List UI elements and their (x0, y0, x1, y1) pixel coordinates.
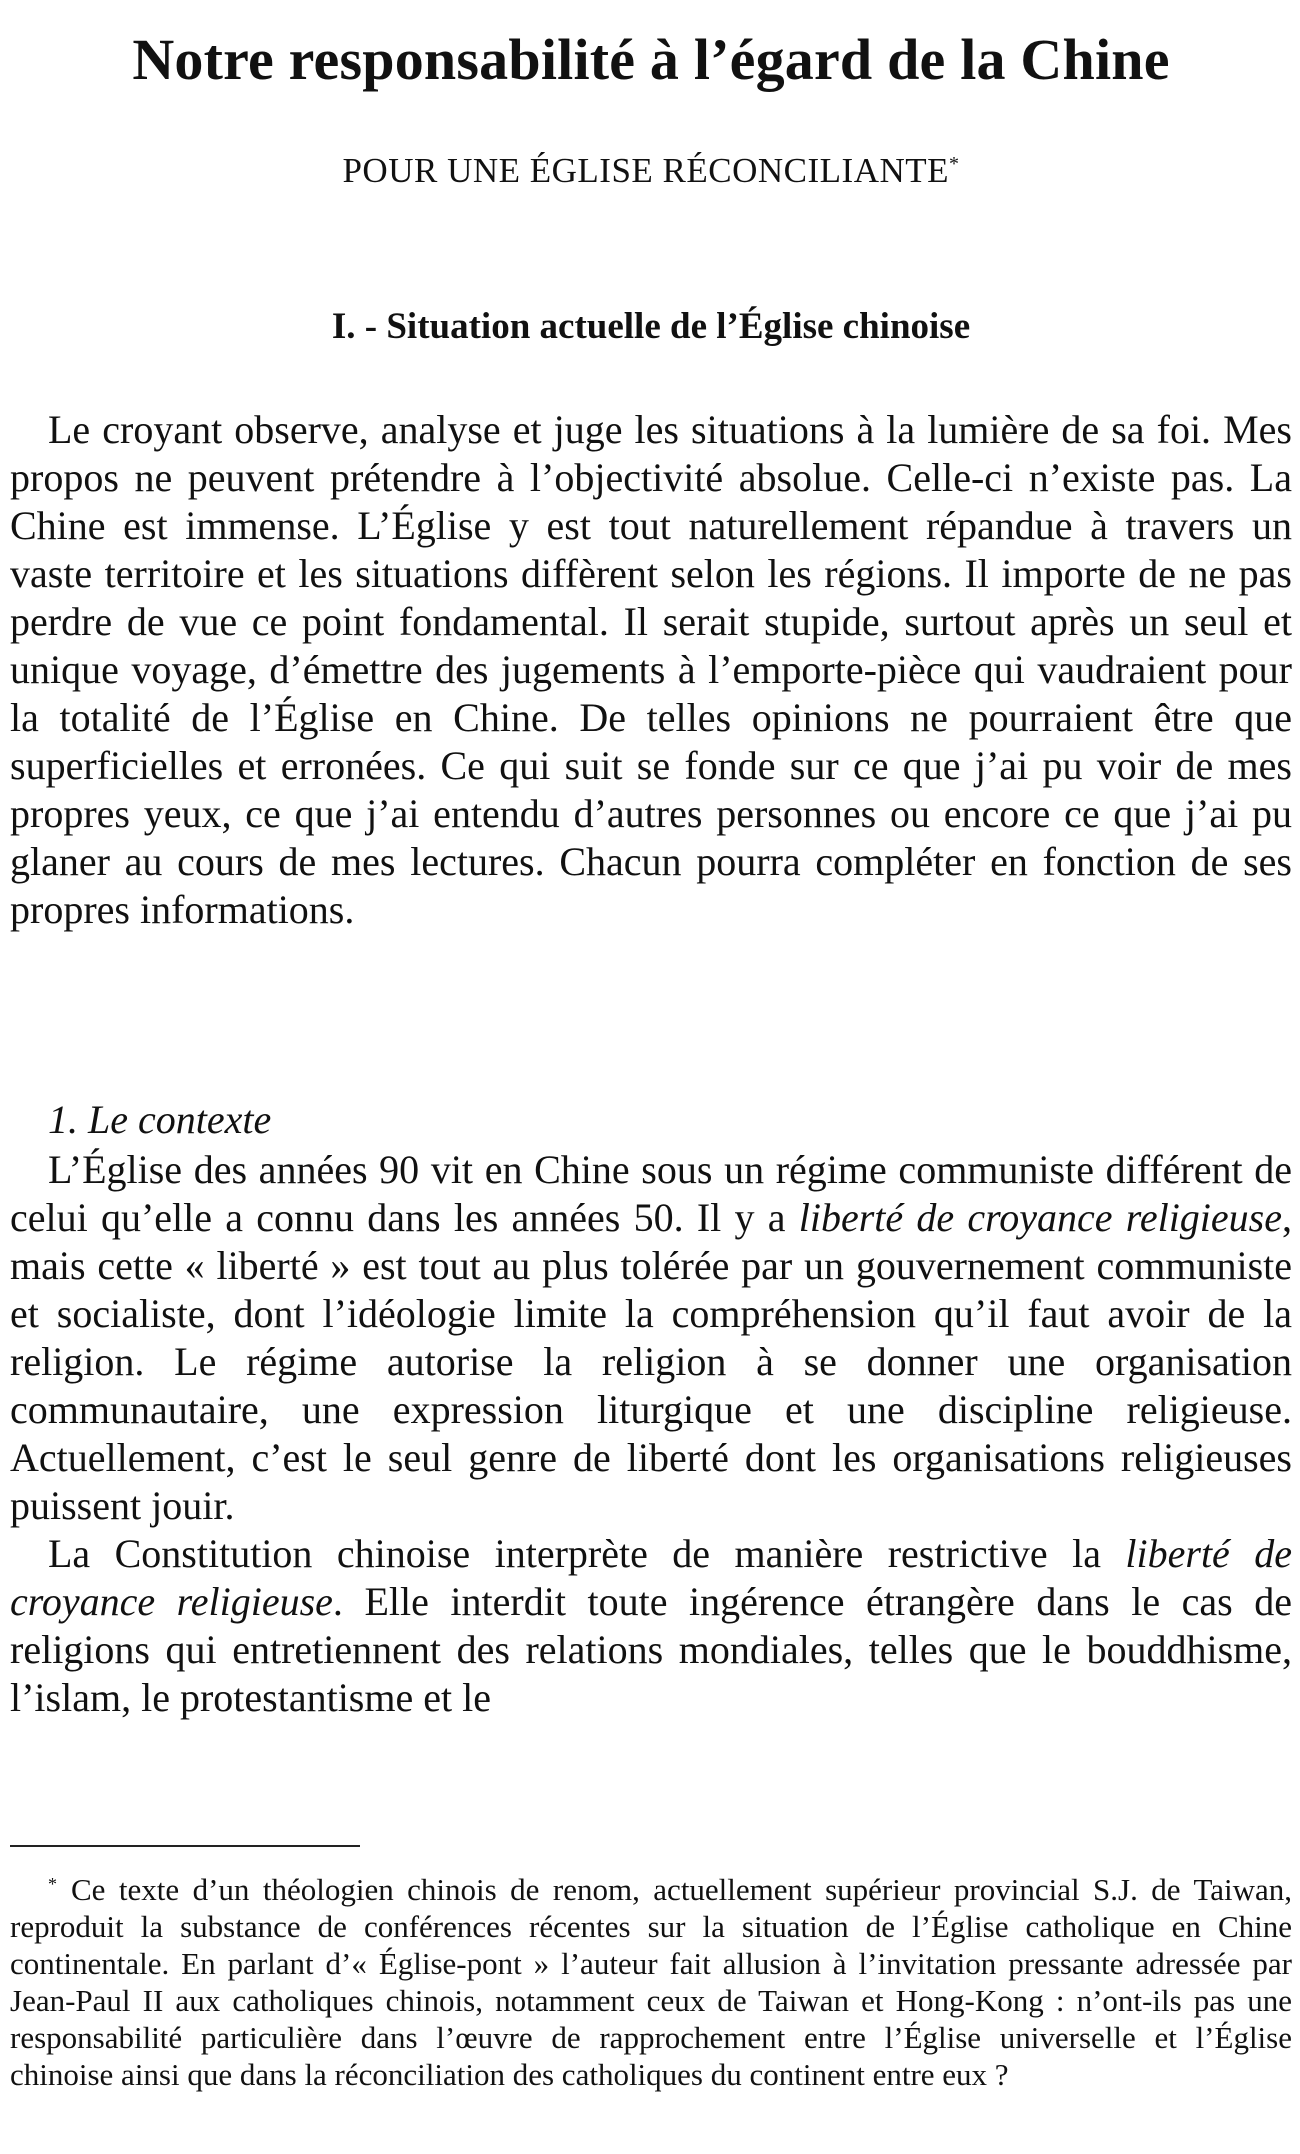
paragraph-constitution (10, 1530, 1292, 1722)
intro-block (10, 406, 1292, 934)
footnote-text: Ce texte d’un théologien chinois de renom, actuellement supérieur provincial S.J. de Taiwan, reproduit la substance de conférences récentes sur la situation de l’Église catholique en Chine continentale. En parlant d’« Église-pont » l’auteur fait allusion à l’invitation pressante adressée par Jean-Paul II aux catholiques chinois, notamment ceux de Taiwan et Hong-Kong : n’ont-ils pas une responsabilité particulière dans l’œuvre de rapprochement entre l’Église universelle et l’Église chinoise ainsi que dans la réconciliation des catholiques du continent entre eux ? (10, 1872, 1292, 2092)
paragraph-context (10, 1146, 1292, 1530)
section-heading: I. - Situation actuelle de l’Église chinoise (331, 306, 971, 347)
constitution-text-b: . Elle interdit toute ingérence étrangère dans le cas de religions qui entretiennent des relations mondiales, telles que le bouddhisme, l’islam, le protestantisme et le (10, 1579, 1292, 1720)
context-italic: liberté de croyance religieuse (798, 1195, 1282, 1240)
constitution-italic: liberté de croyance religieuse (10, 1531, 1292, 1624)
footnote-mark: * (48, 1874, 57, 1894)
subsection-title: 1. Le contexte (48, 1097, 272, 1142)
footnote (10, 1866, 1292, 2093)
paragraph-intro: Le croyant observe, analyse et juge les situations à la lumière de sa foi. Mes propos ne peuvent prétendre à l’objectivité absolue. Celle-ci n’existe pas. La Chine est immense. L’Église y est tout naturellement répandue à travers un vaste territoire et les situations diffèrent selon les régions. Il importe de ne pas perdre de vue ce point fondamental. Il serait stupide, surtout après un seul et unique voyage, d’émettre des jugements à l’emporte-pièce qui vaudraient pour la totalité de l’Église en Chine. De telles opinions ne pourraient être que superficielles et erronées. Ce qui suit se fonde sur ce que j’ai pu voir de mes propres yeux, ce que j’ai entendu d’autres personnes ou encore ce que j’ai pu glaner au cours de mes lectures. Chacun pourra compléter en fonction de ses propres informations. (10, 407, 1292, 932)
context-block (10, 1146, 1292, 1722)
context-text-a: L’Église des années 90 vit en Chine sous un régime communiste différent de celui qu’elle a connu dans les années 50. Il y a (10, 1147, 1292, 1240)
footnote-divider (10, 1845, 360, 1847)
constitution-text-a: La Constitution chinoise interprète de manière restrictive la (48, 1531, 1126, 1576)
footnote-reference-mark: * (949, 153, 960, 175)
context-text-b: , mais cette « liberté » est tout au plus tolérée par un gouvernement communiste et socialiste, dont l’idéologie limite la compréhension qu’il faut avoir de la religion. Le régime autorise la religion à se donner une organisation communautaire, une expression liturgique et une discipline religieuse. Actuellement, c’est le seul genre de liberté dont les organisations religieuses puissent jouir. (10, 1195, 1292, 1528)
page-subtitle (10, 151, 1292, 191)
footnote-paragraph (10, 1866, 1292, 2093)
subtitle-text: POUR UNE ÉGLISE RÉCONCILIANTE (342, 151, 950, 190)
page-title: Notre responsabilité à l’égard de la Chine (132, 27, 1170, 92)
